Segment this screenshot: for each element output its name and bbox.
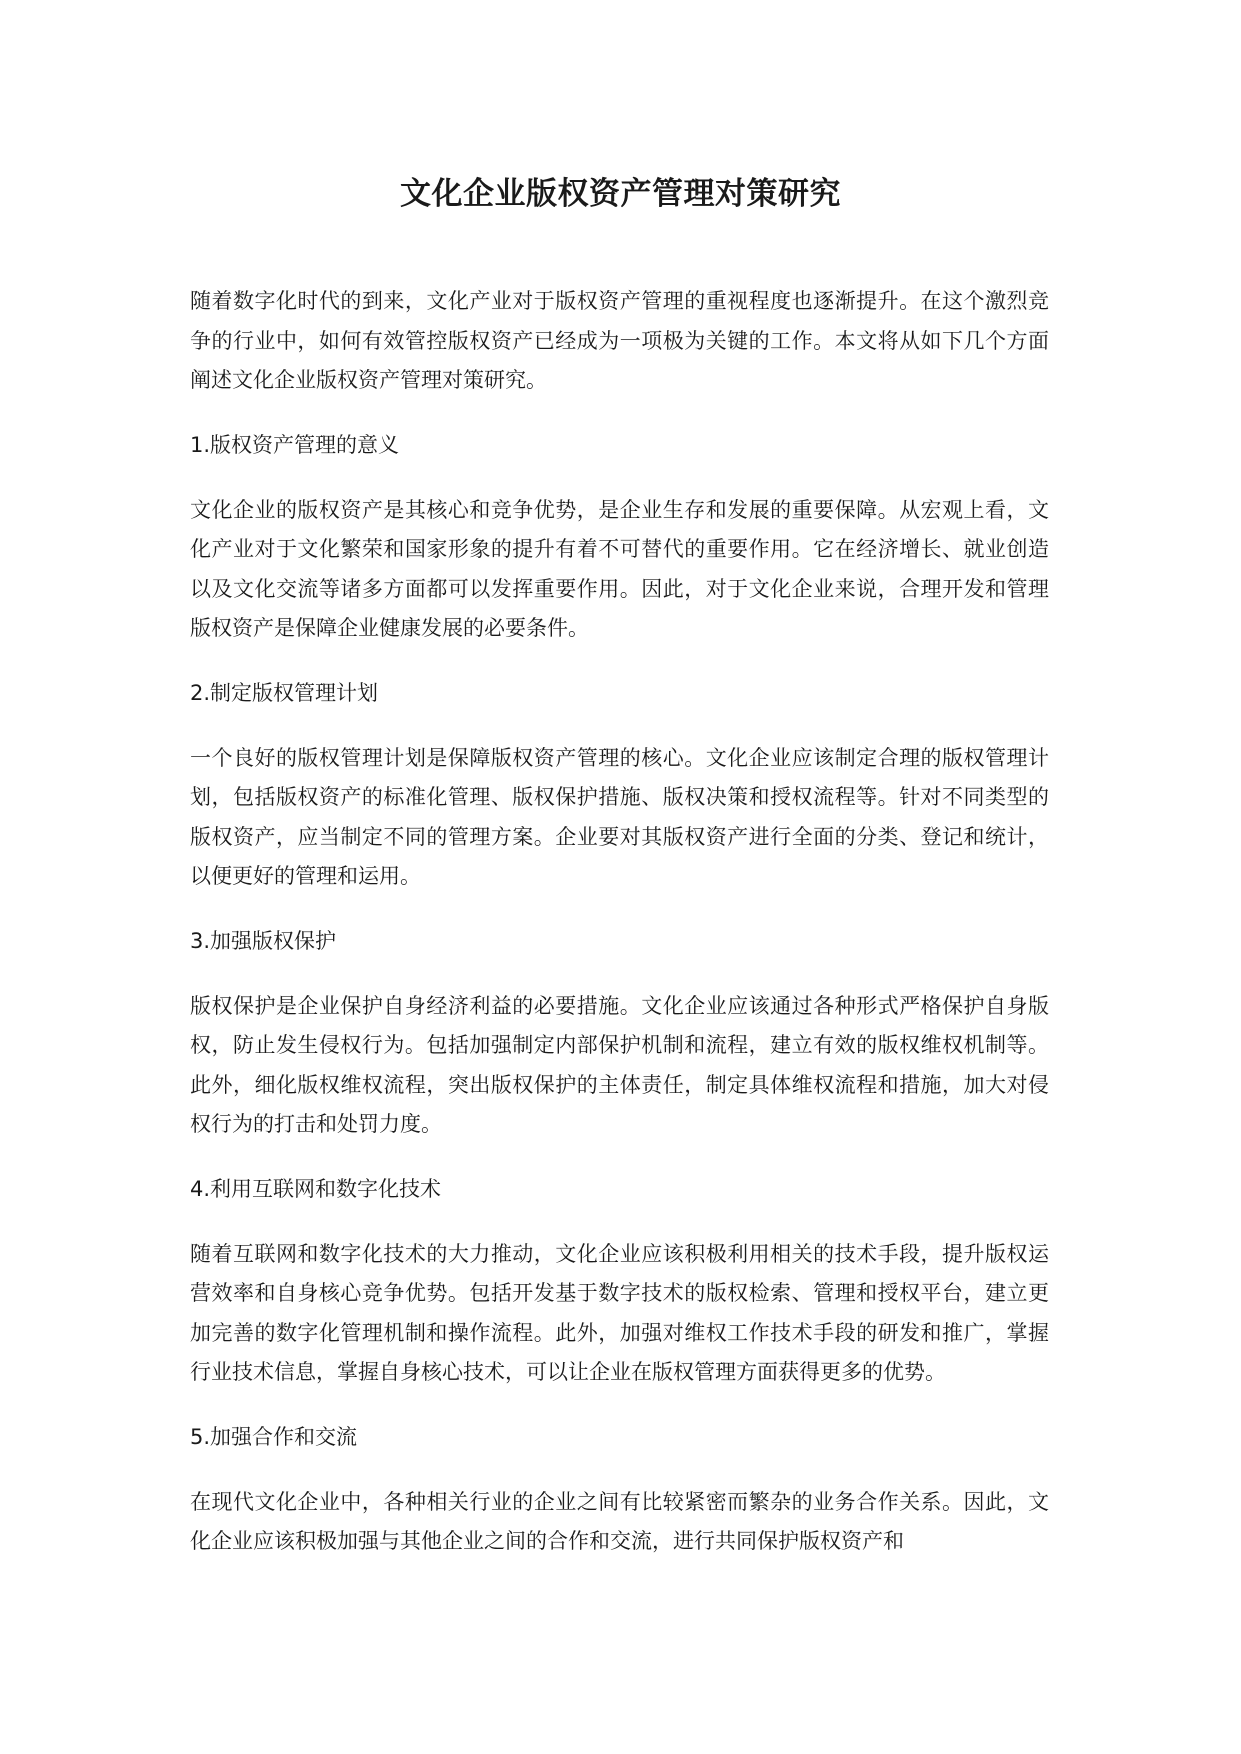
section-paragraph-3: 版权保护是企业保护自身经济利益的必要措施。文化企业应该通过各种形式严格保护自身版权，防止发生侵权行为。包括加强制定内部保护机制和流程，建立有效的版权维权机制等。此外，细化版权维权流程，突出版权保护的主体责任，制定具体维权流程和措施，加大对侵权行为的打击和处罚力度。 [190,993,1049,1136]
section-heading-1: 1.版权资产管理的意义 [190,432,400,457]
section-paragraph-5: 在现代文化企业中，各种相关行业的企业之间有比较紧密而繁杂的业务合作关系。因此，文化企业应该积极加强与其他企业之间的合作和交流，进行共同保护版权资产和 [190,1489,1049,1553]
intro-paragraph: 随着数字化时代的到来，文化产业对于版权资产管理的重视程度也逐渐提升。在这个激烈竞争的行业中，如何有效管控版权资产已经成为一项极为关键的工作。本文将从如下几个方面阐述文化企业版权资产管理对策研究。 [190,289,1049,392]
document-title: 文化企业版权资产管理对策研究 [400,176,841,212]
section-heading-5: 5.加强合作和交流 [190,1424,358,1449]
section-heading-2: 2.制定版权管理计划 [190,680,379,705]
section-paragraph-4: 随着互联网和数字化技术的大力推动，文化企业应该积极利用相关的技术手段，提升版权运营效率和自身核心竞争优势。包括开发基于数字技术的版权检索、管理和授权平台，建立更加完善的数字化管理机制和操作流程。此外，加强对维权工作技术手段的研发和推广，掌握行业技术信息，掌握自身核心技术，可以让企业在版权管理方面获得更多的优势。 [190,1241,1049,1384]
section-paragraph-2: 一个良好的版权管理计划是保障版权资产管理的核心。文化企业应该制定合理的版权管理计划，包括版权资产的标准化管理、版权保护措施、版权决策和授权流程等。针对不同类型的版权资产，应当制定不同的管理方案。企业要对其版权资产进行全面的分类、登记和统计，以便更好的管理和运用。 [190,745,1049,888]
section-heading-4: 4.利用互联网和数字化技术 [190,1176,442,1201]
section-heading-3: 3.加强版权保护 [190,928,337,953]
document-body [190,282,1049,1590]
section-paragraph-1: 文化企业的版权资产是其核心和竞争优势，是企业生存和发展的重要保障。从宏观上看，文化产业对于文化繁荣和国家形象的提升有着不可替代的重要作用。它在经济增长、就业创造以及文化交流等诸多方面都可以发挥重要作用。因此，对于文化企业来说，合理开发和管理版权资产是保障企业健康发展的必要条件。 [190,497,1049,640]
